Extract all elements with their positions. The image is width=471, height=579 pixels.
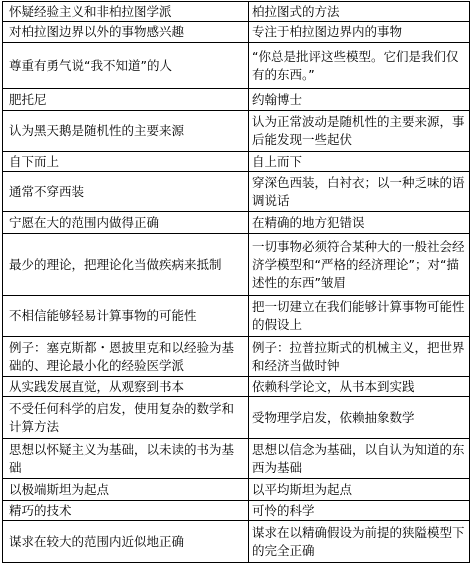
right-cell: “你总是批评这些模型。它们是我们仅有的东西。” bbox=[249, 43, 470, 89]
header-right-cell: 柏拉图式的方法 bbox=[249, 2, 470, 22]
right-cell: 约翰博士 bbox=[249, 89, 470, 111]
left-cell: 以极端斯坦为起点 bbox=[3, 479, 249, 501]
table-row bbox=[3, 296, 470, 337]
left-cell: 肥托尼 bbox=[3, 89, 249, 111]
left-cell: 谋求在较大的范围内近似地正确 bbox=[3, 521, 249, 563]
table-row bbox=[3, 397, 470, 439]
left-cell: 尊重有勇气说“我不知道”的人 bbox=[3, 43, 249, 89]
header-left-cell: 怀疑经验主义和非柏拉图学派 bbox=[3, 2, 249, 22]
right-cell: 依赖科学论文，从书本到实践 bbox=[249, 377, 470, 397]
table-row bbox=[3, 377, 470, 397]
table-row bbox=[3, 22, 470, 43]
comparison-table bbox=[2, 1, 470, 563]
right-cell: 一切事物必须符合某种大的一般社会经济学模型和“严格的经济理论”；对“描述性的东西”皱眉 bbox=[249, 234, 470, 296]
table-row bbox=[3, 172, 470, 212]
right-cell: 穿深色西装，白衬衣；以一种乏味的语调说话 bbox=[249, 172, 470, 212]
right-cell: 思想以信念为基础，以自认为知道的东西为基础 bbox=[249, 439, 470, 479]
right-cell: 可怜的科学 bbox=[249, 501, 470, 521]
table-row bbox=[3, 521, 470, 563]
table-row bbox=[3, 439, 470, 479]
table-row bbox=[3, 501, 470, 521]
right-cell: 谋求在以精确假设为前提的狭隘模型下的完全正确 bbox=[249, 521, 470, 563]
left-cell: 精巧的技术 bbox=[3, 501, 249, 521]
right-cell: 专注于柏拉图边界内的事物 bbox=[249, 22, 470, 43]
right-cell: 自上而下 bbox=[249, 152, 470, 172]
table-row bbox=[3, 479, 470, 501]
left-cell: 自下而上 bbox=[3, 152, 249, 172]
left-cell: 例子：塞克斯都・恩披里克和以经验为基础的、理论最小化的经验医学派 bbox=[3, 337, 249, 377]
table-row bbox=[3, 152, 470, 172]
left-cell: 不受任何科学的启发，使用复杂的数学和计算方法 bbox=[3, 397, 249, 439]
table-row bbox=[3, 212, 470, 234]
left-cell: 对柏拉图边界以外的事物感兴趣 bbox=[3, 22, 249, 43]
table-header-row bbox=[3, 2, 470, 22]
left-cell: 宁愿在大的范围内做得正确 bbox=[3, 212, 249, 234]
left-cell: 思想以怀疑主义为基础，以未读的书为基础 bbox=[3, 439, 249, 479]
left-cell: 不相信能够轻易计算事物的可能性 bbox=[3, 296, 249, 337]
left-cell: 认为黑天鹅是随机性的主要来源 bbox=[3, 111, 249, 152]
right-cell: 以平均斯坦为起点 bbox=[249, 479, 470, 501]
left-cell: 从实践发展直觉，从观察到书本 bbox=[3, 377, 249, 397]
table-row bbox=[3, 111, 470, 152]
table-row bbox=[3, 43, 470, 89]
left-cell: 最少的理论，把理论化当做疾病来抵制 bbox=[3, 234, 249, 296]
table-row bbox=[3, 337, 470, 377]
right-cell: 把一切建立在我们能够计算事物可能性的假设上 bbox=[249, 296, 470, 337]
table-row bbox=[3, 89, 470, 111]
left-cell: 通常不穿西装 bbox=[3, 172, 249, 212]
right-cell: 在精确的地方犯错误 bbox=[249, 212, 470, 234]
right-cell: 受物理学启发，依赖抽象数学 bbox=[249, 397, 470, 439]
right-cell: 认为正常波动是随机性的主要来源，事后能发现一些起伏 bbox=[249, 111, 470, 152]
table-row bbox=[3, 234, 470, 296]
right-cell: 例子：拉普拉斯式的机械主义，把世界和经济当做时钟 bbox=[249, 337, 470, 377]
